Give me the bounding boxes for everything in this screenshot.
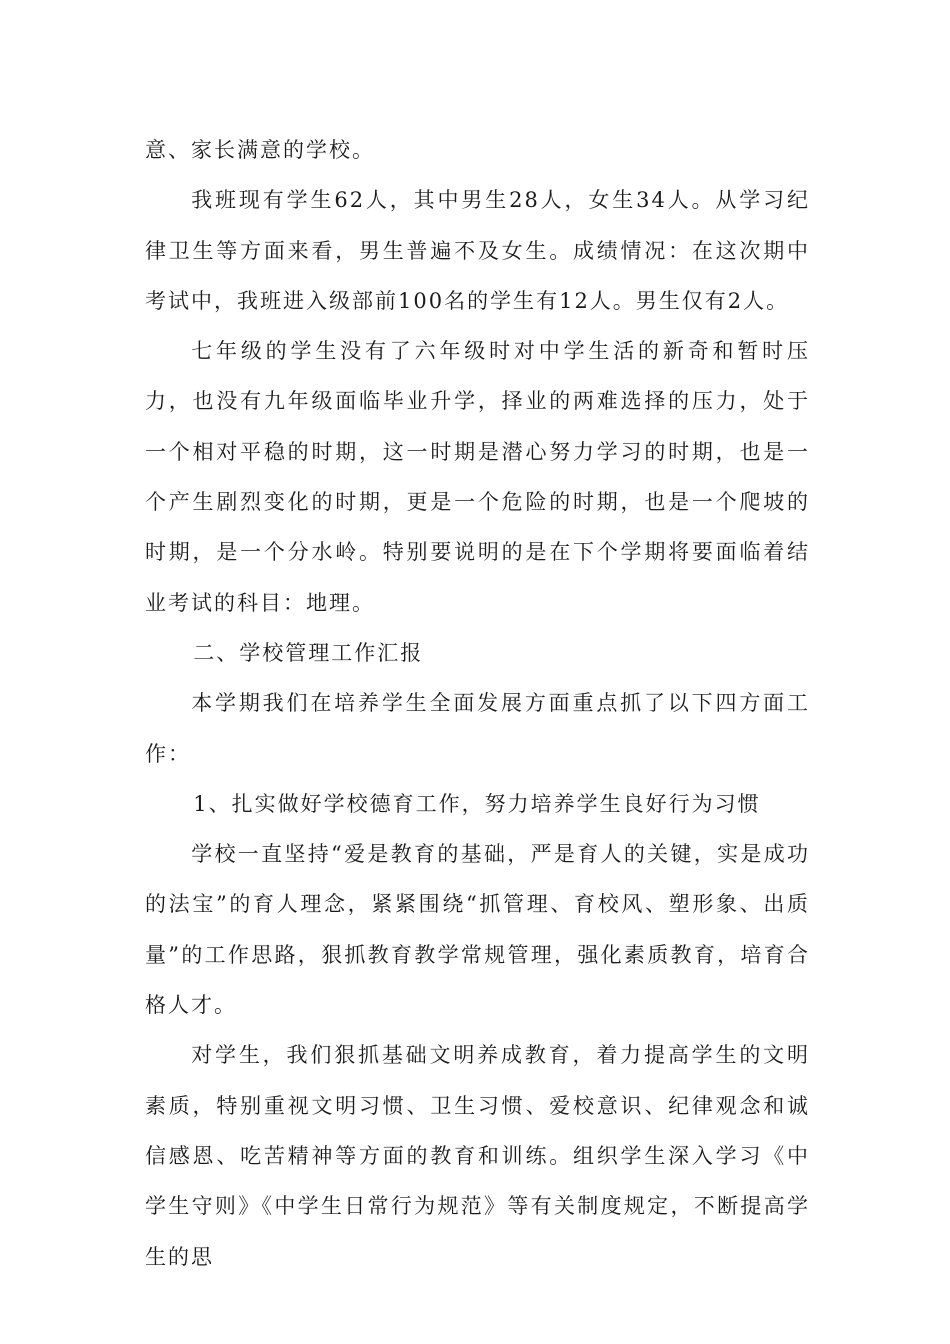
- paragraph-grade-seven: 七年级的学生没有了六年级时对中学生活的新奇和暂时压力，也没有九年级面临毕业升学，择业的两难选择的压力，处于一个相对平稳的时期，这一时期是潜心努力学习的时期，也是一个产生剧烈变化的时期，更是一个危险的时期，也是一个爬坡的时期，是一个分水岭。特别要说明的是在下个学期将要面临着结业考试的科目：地理。: [145, 339, 810, 615]
- subheading-moral-education: 1、扎实做好学校德育工作，努力培养学生良好行为习惯: [193, 791, 761, 816]
- paragraph-continuation: 意、家长满意的学校。: [145, 138, 375, 162]
- paragraph-class-stats: 我班现有学生62人，其中男生28人，女生34人。从学习纪律卫生等方面来看，男生普遍不及女生。成绩情况：在这次期中考试中，我班进入级部前100名的学生有12人。男生仅有2人。: [145, 188, 810, 313]
- section-heading-school-management: 二、学校管理工作汇报: [193, 640, 424, 665]
- paragraph-student-civility: 对学生，我们狠抓基础文明养成教育，着力提高学生的文明素质，特别重视文明习惯、卫生习惯、爱校意识、纪律观念和诚信感恩、吃苦精神等方面的教育和训练。组织学生深入学习《中学生守则》《中学生日常行为规范》等有关制度规定，不断提高学生的思: [145, 1043, 810, 1269]
- paragraph-school-philosophy: 学校一直坚持“爱是教育的基础，严是育人的关键，实是成功的法宝”的育人理念，紧紧围绕“抓管理、育校风、塑形象、出质量”的工作思路，狠抓教育教学常规管理，强化素质教育，培育合格人才。: [145, 842, 810, 1018]
- document-body: [145, 125, 810, 1282]
- paragraph-four-aspects: 本学期我们在培养学生全面发展方面重点抓了以下四方面工作：: [145, 691, 810, 766]
